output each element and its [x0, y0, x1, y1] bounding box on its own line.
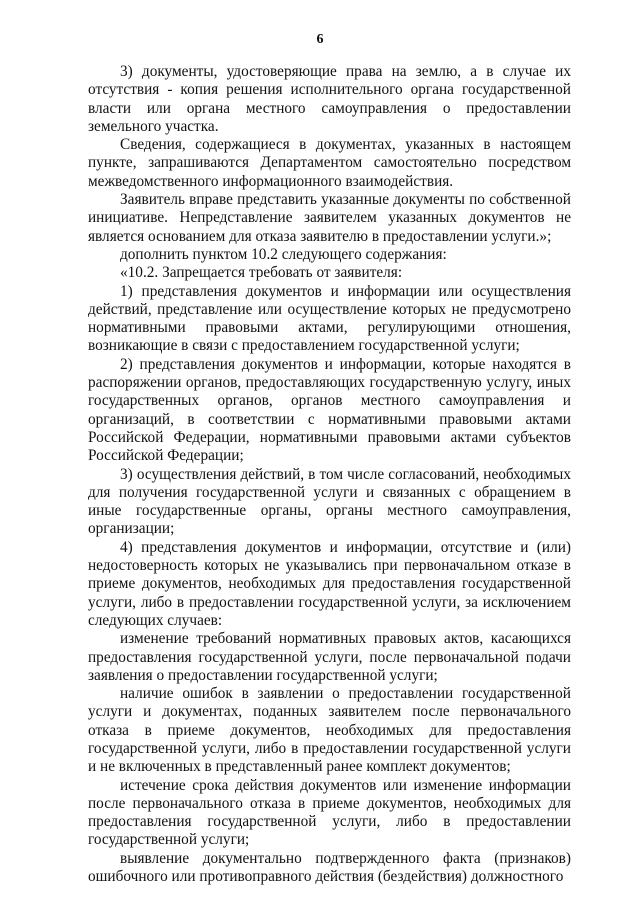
paragraph-applicant-initiative: Заявитель вправе представить указанные документы по собственной инициативе. Непредставление заявителем указанных документов не является основанием для отказа заявителю в предоставлении услуги.»; — [88, 191, 571, 245]
paragraph-exception-expiry: истечение срока действия документов или изменение информации после первоначального отказа в приеме документов, необходимых для предоставления государственной услуги, либо в предоставлении государственной услуги; — [88, 776, 571, 849]
paragraph-add-clause: дополнить пунктом 10.2 следующего содержания: — [120, 245, 447, 263]
paragraph-clause-10-2-heading: «10.2. Запрещается требовать от заявителя: — [120, 264, 403, 282]
paragraph-prohibition-3: 3) осуществления действий, в том числе согласований, необходимых для получения государственной услуги и связанных с обращением в иные государственные органы, органы местного самоуправления, организации; — [88, 465, 571, 538]
paragraph-exception-errors: наличие ошибок в заявлении о предоставлении государственной услуги и документах, поданных заявителем после первоначального отказа в приеме документов, необходимых для предоставления государственной услуги, либо в предоставлении государственной услуги и не включенных в представленный ранее комплект документов; — [88, 685, 571, 776]
paragraph-prohibition-4: 4) представления документов и информации, отсутствие и (или) недостоверность которых не указывались при первоначальном отказе в приеме документов, необходимых для предоставления государственной услуги, либо в предоставлении государственной услуги, за исключением следующих случаев: — [88, 538, 571, 629]
paragraph-exception-requirements-change: изменение требований нормативных правовых актов, касающихся предоставления государственной услуги, после первоначальной подачи заявления о предоставлении государственной услуги; — [88, 630, 571, 684]
page-number: 6 — [316, 32, 324, 47]
paragraph-item-3-documents: 3) документы, удостоверяющие права на землю, а в случае их отсутствия - копия решения исполнительного органа государственной власти или органа местного самоуправления о предоставлении земельного участка. — [88, 63, 571, 135]
paragraph-information-request: Сведения, содержащиеся в документах, указанных в настоящем пункте, запрашиваются Департаментом самостоятельно посредством межведомственного информационного взаимодействия. — [88, 136, 571, 190]
paragraph-exception-detection: выявление документально подтвержденного факта (признаков) ошибочного или противоправного действия (бездействия) должностного — [88, 849, 571, 886]
paragraph-prohibition-1: 1) представления документов и информации или осуществления действий, представление или осуществление которых не предусмотрено нормативными правовыми актами, регулирующими отношения, возникающие в связи с предоставлением государственной услуги; — [88, 282, 571, 355]
paragraph-prohibition-2: 2) представления документов и информации, которые находятся в распоряжении органов, предоставляющих государственную услугу, иных государственных органов, органов местного самоуправления и организаций, в соответствии с нормативными правовыми актами Российской Федерации, нормативными правовыми актами субъектов Российской Федерации; — [88, 355, 571, 465]
document-body — [88, 63, 571, 886]
